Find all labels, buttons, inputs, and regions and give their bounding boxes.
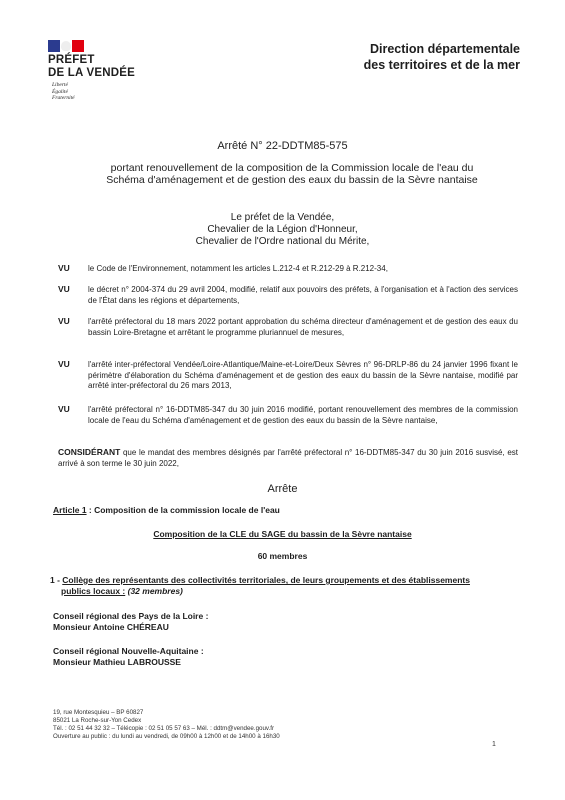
visa-text: l'arrêté inter-préfectoral Vendée/Loire-Atlantique/Maine-et-Loire/Deux Sèvres n° 96-DRLP-86 du 24 janvier 1996 fixant le périmètre d'élaboration du Schéma d'aménagement et de gestion des eaux du bassin de la Sèvre nantaise, modifié par arrêté inter-préfectoral du 26 mars 2013, bbox=[88, 360, 518, 390]
college-heading bbox=[50, 575, 530, 597]
prefet-title-3: Chevalier de l'Ordre national du Mérite, bbox=[195, 236, 370, 247]
devise bbox=[52, 82, 75, 102]
composition-title: Composition de la CLE du SAGE du bassin de la Sèvre nantaise bbox=[153, 529, 412, 539]
devise-egalite: Égalité bbox=[52, 88, 68, 95]
prefet-title-2: Chevalier de la Légion d'Honneur, bbox=[207, 224, 358, 235]
visa-text: l'arrêté préfectoral du 18 mars 2022 portant approbation du schéma directeur d'aménagement et de gestion des eaux du bassin Loire-Bretagne et arrêtant le programme pluriannuel de mesures, bbox=[88, 317, 518, 337]
subject-line-1: portant renouvellement de la composition de la Commission locale de l'eau du bbox=[110, 162, 474, 174]
prefet-logo-text bbox=[48, 54, 135, 80]
member-entry bbox=[53, 646, 204, 667]
prefet-title-1: Le préfet de la Vendée, bbox=[230, 212, 335, 223]
college-title-line-2: publics locaux : bbox=[61, 586, 126, 596]
college-prefix: 1 - bbox=[50, 575, 63, 585]
visa-label: VU bbox=[58, 263, 70, 273]
article-1-heading bbox=[53, 505, 280, 515]
member-org: Conseil régional Nouvelle-Aquitaine : bbox=[53, 646, 204, 656]
arrete-number: Arrêté N° 22-DDTM85-575 bbox=[217, 140, 348, 152]
subject-line-2: Schéma d'aménagement et de gestion des eaux du bassin de la Sèvre nantaise bbox=[106, 174, 478, 186]
page-number: 1 bbox=[492, 741, 496, 748]
footer-line-2: 85021 La Roche-sur-Yon Cedex bbox=[53, 717, 142, 724]
prefet-line-1: PRÉFET bbox=[48, 54, 95, 66]
footer-line-4: Ouverture au public : du lundi au vendredi, de 09h00 à 12h00 et de 14h00 à 16h30 bbox=[53, 733, 280, 740]
member-person: Monsieur Mathieu LABROUSSE bbox=[53, 656, 181, 667]
member-entry bbox=[53, 611, 208, 632]
visa-label: VU bbox=[58, 284, 70, 294]
college-title-line-1: Collège des représentants des collectivités territoriales, de leurs groupements et des établissements bbox=[62, 575, 470, 585]
considerant-label: CONSIDÉRANT bbox=[58, 447, 121, 457]
direction-line-1: Direction départementale bbox=[369, 42, 520, 56]
article-1-title: : Composition de la commission locale de l'eau bbox=[86, 505, 280, 515]
footer-line-3: Tél. : 02 51 44 32 32 – Télécopie : 02 51 05 57 63 – Mél. : ddtm@vendee.gouv.fr bbox=[53, 725, 275, 732]
marianne-flag-logo bbox=[48, 40, 84, 52]
prefet-line-2: DE LA VENDÉE bbox=[48, 67, 135, 79]
arrete-heading: Arrête bbox=[267, 483, 298, 495]
membres-count: 60 membres bbox=[257, 551, 308, 561]
considerant-paragraph bbox=[58, 447, 518, 469]
visa-label: VU bbox=[58, 404, 70, 414]
member-person: Monsieur Antoine CHÉREAU bbox=[53, 621, 169, 632]
footer-line-1: 19, rue Montesquieu – BP 60827 bbox=[53, 709, 144, 716]
visa-text: l'arrêté préfectoral n° 16-DDTM85-347 du 30 juin 2016 modifié, portant renouvellement des membres de la commission locale de l'eau du Schéma d'aménagement et de gestion des eaux du bassin de la Sèvre nantaise, bbox=[88, 405, 518, 425]
college-count: (32 membres) bbox=[125, 586, 183, 596]
visa-label: VU bbox=[58, 316, 70, 326]
considerant-text: que le mandat des membres désignés par l'arrêté préfectoral n° 16-DDTM85-347 du 30 juin 2016 susvisé, est arrivé à son terme le 30 juin 2022, bbox=[58, 448, 518, 468]
prefet-titles bbox=[0, 212, 565, 248]
visa-text: le décret n° 2004-374 du 29 avril 2004, modifié, relatif aux pouvoirs des préfets, à l'organisation et à l'action des services de l'État dans les régions et départements, bbox=[88, 285, 518, 305]
devise-liberte: Liberté bbox=[52, 82, 68, 88]
devise-fraternite: Fraternité bbox=[52, 95, 75, 101]
article-1-label: Article 1 bbox=[53, 505, 87, 515]
direction-line-2: des territoires et de la mer bbox=[363, 58, 520, 72]
visa-label: VU bbox=[58, 359, 70, 369]
arrete-subject bbox=[72, 162, 512, 186]
direction-header bbox=[364, 41, 520, 73]
footer-address bbox=[53, 709, 280, 741]
member-org: Conseil régional des Pays de la Loire : bbox=[53, 611, 209, 621]
visa-text: le Code de l'Environnement, notamment les articles L.212-4 et R.212-29 à R.212-34, bbox=[88, 264, 388, 273]
